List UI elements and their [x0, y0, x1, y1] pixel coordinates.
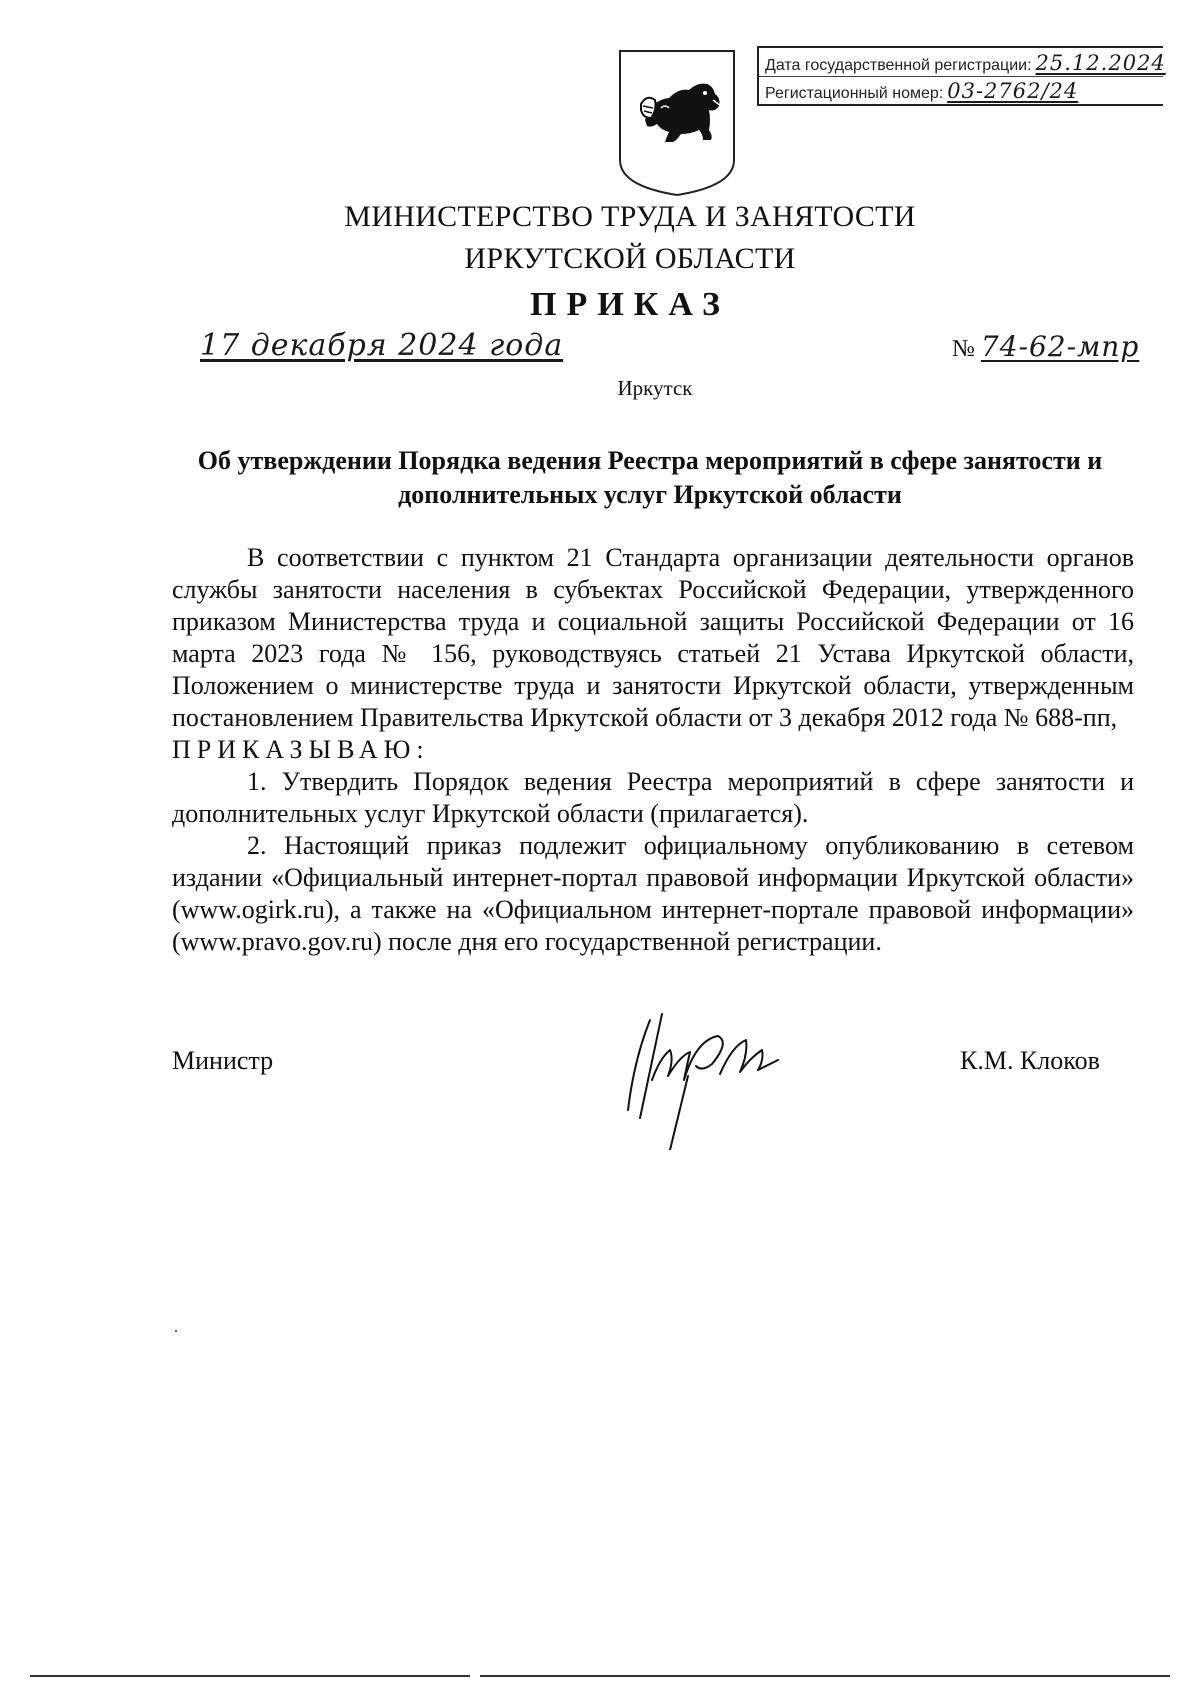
reg-number-label: Регистационный номер: — [765, 85, 944, 102]
number-value: 74-62-мпр — [980, 330, 1140, 363]
stamp-bottom-border — [759, 104, 1163, 106]
coat-of-arms-icon — [617, 48, 737, 198]
ministry-name-line2: ИРКУТСКОЙ ОБЛАСТИ — [464, 242, 796, 275]
registration-stamp — [757, 46, 1166, 106]
reg-date-row — [765, 50, 1166, 76]
document-city: Иркутск — [617, 376, 693, 400]
handwritten-signature — [600, 1000, 840, 1150]
document-type: ПРИКАЗ — [530, 286, 730, 323]
number-prefix: № — [952, 336, 975, 362]
reg-date-label: Дата государственной регистрации: — [765, 57, 1032, 74]
scan-edge-right — [480, 1675, 1170, 1677]
order-item-2: 2. Настоящий приказ подлежит официальному опубликованию в сетевом издании «Официальный интернет-портал правовой информации Иркутской области» (www.ogirk.ru), а также на «Официальном интернет-портале правовой информации» (www.pravo.gov.ru) после дня его государственной регистрации. — [172, 831, 1134, 956]
reg-date-value: 25.12.2024 — [1035, 51, 1166, 75]
scan-edge-left — [30, 1675, 470, 1677]
signer-position: Министр — [172, 1046, 274, 1075]
document-body — [172, 542, 1134, 958]
document-title: Об утверждении Порядка ведения Реестра мероприятий в сфере занятости и дополнительных услуг Иркутской области — [197, 446, 1103, 509]
reg-number-value: 03-2762/24 — [947, 79, 1079, 103]
preamble-paragraph: В соответствии с пунктом 21 Стандарта организации деятельности органов службы занятости населения в субъектах Российской Федерации, утвержденного приказом Министерства труда и социальной защиты Российской Федерации от 16 марта 2023 года № 156, руководствуясь статьей 21 Устава Иркутской области, Положением о министерстве труда и занятости Иркутской области, утвержденным постановлением Правительства Иркутской области от 3 декабря 2012 года № 688-пп, — [172, 543, 1134, 732]
order-item-1: 1. Утвердить Порядок ведения Реестра мероприятий в сфере занятости и дополнительных услуг Иркутской области (прилагается). — [172, 767, 1134, 828]
scan-speck — [175, 1330, 177, 1332]
ministry-name-line1: МИНИСТЕРСТВО ТРУДА И ЗАНЯТОСТИ — [344, 200, 916, 233]
reg-number-row — [765, 78, 1078, 104]
document-number — [952, 330, 1139, 363]
signer-name: К.М. Клоков — [960, 1046, 1100, 1075]
stamp-divider — [759, 76, 1163, 77]
order-word: ПРИКАЗЫВАЮ: — [172, 735, 430, 764]
document-date: 17 декабря 2024 года — [200, 328, 564, 363]
